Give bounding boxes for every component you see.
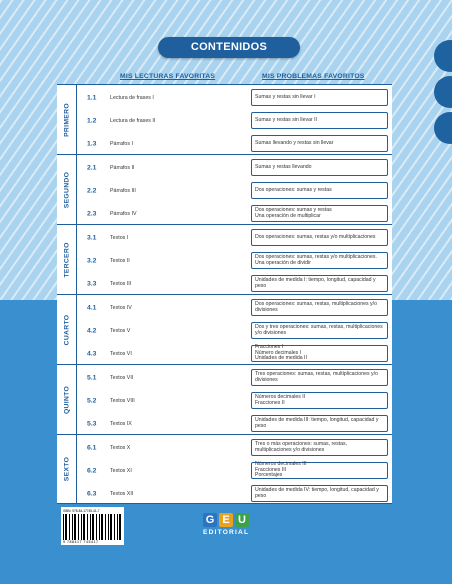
problem-box — [251, 112, 388, 129]
lesson-number: 4.2 — [87, 327, 97, 334]
problem-text: Dos y tres operaciones: sumas, restas, multiplicaciones y/o divisiones — [255, 323, 383, 336]
lesson-number: 5.1 — [87, 374, 97, 381]
problem-box — [251, 159, 388, 176]
problem-text: Dos operaciones: sumas, restas, multiplicaciones y/o divisiones — [255, 300, 377, 313]
section-cuarto — [57, 294, 392, 364]
reading-title: Textos V — [110, 327, 131, 334]
lesson-number: 2.3 — [87, 210, 97, 217]
section-segundo — [57, 154, 392, 224]
lesson-number: 1.2 — [87, 117, 97, 124]
problem-text: Números decimales II Fracciones II — [255, 393, 306, 406]
lesson-number: 2.1 — [87, 164, 97, 171]
section-sexto — [57, 434, 392, 504]
problem-box — [251, 182, 388, 199]
table-row — [77, 249, 392, 272]
readings-header: MIS LECTURAS FAVORITAS — [120, 73, 216, 80]
reading-title: Textos III — [110, 280, 132, 287]
section-label-text: QUINTO — [63, 385, 70, 414]
publisher-logo — [203, 513, 249, 536]
lesson-number: 2.2 — [87, 187, 97, 194]
lesson-number: 3.2 — [87, 257, 97, 264]
table-row — [77, 132, 392, 155]
reading-title: Párrafos II — [110, 164, 135, 171]
problem-text: Unidades de medida III: tiempo, longitud, capacidad y peso — [255, 416, 379, 429]
section-label-text: SEGUNDO — [63, 171, 70, 208]
table-row — [77, 366, 392, 389]
section-label — [57, 225, 77, 294]
table-row — [77, 482, 392, 505]
problem-text: Sumas llevando y restas sin llevar — [255, 139, 334, 146]
table-row — [77, 436, 392, 459]
table-row — [77, 156, 392, 179]
problem-box — [251, 275, 388, 292]
table-row — [77, 109, 392, 132]
reading-title: Textos I — [110, 234, 129, 241]
table-row — [77, 272, 392, 295]
problem-text: Sumas y restas sin llevar II — [255, 116, 317, 123]
section-label — [57, 365, 77, 434]
lesson-number: 1.3 — [87, 140, 97, 147]
problem-box — [251, 229, 388, 246]
section-label-text: PRIMERO — [63, 102, 70, 137]
problem-box — [251, 415, 388, 432]
lesson-number: 6.2 — [87, 467, 97, 474]
problem-box — [251, 485, 388, 502]
table-row — [77, 319, 392, 342]
reading-title: Lectura de frases I — [110, 94, 154, 101]
section-label — [57, 295, 77, 364]
section-label — [57, 435, 77, 503]
table-row — [77, 296, 392, 319]
logo-letter: G — [203, 513, 217, 527]
lesson-number: 5.3 — [87, 420, 97, 427]
table-row — [77, 412, 392, 435]
reading-title: Textos IV — [110, 304, 132, 311]
table-row — [77, 202, 392, 225]
problem-box — [251, 205, 388, 222]
logo-letters — [203, 513, 249, 527]
logo-letter: U — [235, 513, 249, 527]
problem-text: Números decimales III Fracciones III Porcentajes — [255, 460, 307, 479]
problem-box — [251, 439, 388, 456]
publisher-name: EDITORIAL — [203, 529, 250, 536]
section-label-text: SEXTO — [63, 456, 70, 482]
reading-title: Textos X — [110, 444, 131, 451]
section-label — [57, 155, 77, 224]
reading-title: Textos VIII — [110, 397, 135, 404]
lesson-number: 5.2 — [87, 397, 97, 404]
problem-box — [251, 369, 388, 386]
problem-box — [251, 252, 388, 269]
problems-header: MIS PROBLEMAS FAVORITOS — [262, 73, 365, 80]
section-tercero — [57, 224, 392, 294]
table-row — [77, 86, 392, 109]
problem-box — [251, 322, 388, 339]
reading-title: Lectura de frases II — [110, 117, 156, 124]
lesson-number: 6.3 — [87, 490, 97, 497]
problem-text: Tres o más operaciones: sumas, restas, multiplicaciones y/o divisiones — [255, 440, 348, 453]
page-title: CONTENIDOS — [158, 37, 300, 58]
logo-letter: E — [219, 513, 233, 527]
problem-text: Dos operaciones: sumas, restas y/o multiplicaciones — [255, 233, 376, 240]
section-label — [57, 85, 77, 154]
table-row — [77, 459, 392, 482]
barcode-digits: 9 788417 745417 — [63, 540, 99, 544]
problem-text: Dos operaciones: sumas y restas Una operación de multiplicar — [255, 206, 332, 219]
barcode — [61, 507, 124, 545]
lesson-number: 3.1 — [87, 234, 97, 241]
section-label-text: CUARTO — [63, 314, 70, 345]
lesson-number: 4.3 — [87, 350, 97, 357]
reading-title: Textos IX — [110, 420, 132, 427]
section-label-text: TERCERO — [63, 241, 70, 278]
reading-title: Párrafos IV — [110, 210, 137, 217]
contents-table — [57, 84, 392, 504]
problem-text: Unidades de medida I: tiempo, longitud, capacidad y peso — [255, 276, 376, 289]
section-primero — [57, 84, 392, 154]
lesson-number: 6.1 — [87, 444, 97, 451]
problem-text: Unidades de medida IV: tiempo, longitud, capacidad y peso — [255, 486, 379, 499]
section-quinto — [57, 364, 392, 434]
reading-title: Textos VI — [110, 350, 132, 357]
reading-title: Párrafos I — [110, 140, 133, 147]
reading-title: Textos XII — [110, 490, 134, 497]
problem-box — [251, 462, 388, 479]
lesson-number: 3.3 — [87, 280, 97, 287]
table-row — [77, 179, 392, 202]
problem-text: Tres operaciones: sumas, restas, multiplicaciones y/o divisiones — [255, 370, 378, 383]
problem-text: Dos operaciones: sumas, restas y/o multiplicaciones. Una operación de dividir — [255, 253, 377, 266]
table-row — [77, 389, 392, 412]
reading-title: Textos XI — [110, 467, 132, 474]
lesson-number: 4.1 — [87, 304, 97, 311]
isbn-text: ISBN: 978-84-17745-41-7 — [63, 509, 100, 513]
problem-box — [251, 135, 388, 152]
reading-title: Textos II — [110, 257, 130, 264]
problem-box — [251, 299, 388, 316]
problem-text: Dos operaciones: sumas y restas — [255, 186, 332, 193]
problem-text: Sumas y restas llevando — [255, 163, 312, 170]
table-row — [77, 226, 392, 249]
reading-title: Párrafos III — [110, 187, 136, 194]
problem-box — [251, 392, 388, 409]
problem-text: Fracciones I Número decimales I Unidades de medida II — [255, 343, 307, 362]
lesson-number: 1.1 — [87, 94, 97, 101]
problem-text: Sumas y restas sin llevar I — [255, 93, 316, 100]
problem-box — [251, 345, 388, 362]
table-row — [77, 342, 392, 365]
problem-box — [251, 89, 388, 106]
reading-title: Textos VII — [110, 374, 134, 381]
barcode-bars — [63, 514, 122, 540]
